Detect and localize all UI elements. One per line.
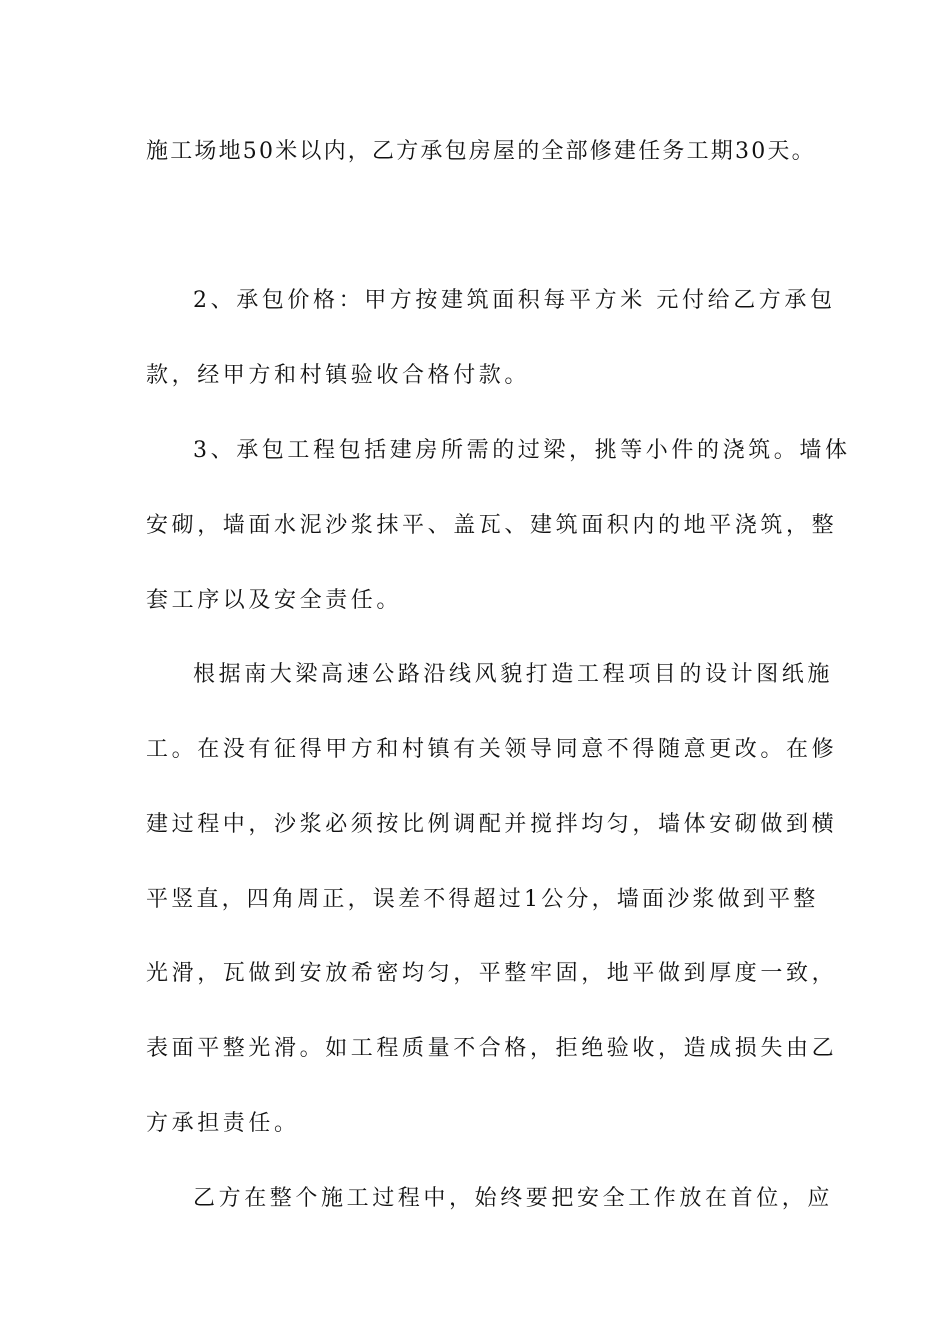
text-line-2: 2、承包价格：甲方按建筑面积每平方米 元付给乙方承包 [193, 288, 836, 313]
text-line-1: 施工场地50米以内，乙方承包房屋的全部修建任务工期30天。 [146, 139, 816, 164]
text-line-11: 光滑，瓦做到安放希密均匀，平整牢固，地平做到厚度一致， [146, 961, 838, 986]
text-line-6: 套工序以及安全责任。 [146, 588, 403, 613]
text-line-7: 根据南大梁高速公路沿线风貌打造工程项目的设计图纸施 [193, 662, 834, 687]
text-line-9: 建过程中，沙浆必须按比例调配并搅拌均匀，墙体安砌做到横 [146, 812, 838, 837]
text-line-8: 工。在没有征得甲方和村镇有关领导同意不得随意更改。在修 [146, 737, 838, 762]
text-line-3: 款，经甲方和村镇验收合格付款。 [146, 363, 531, 388]
text-line-14: 乙方在整个施工过程中，始终要把安全工作放在首位，应 [193, 1186, 834, 1211]
text-line-13: 方承担责任。 [146, 1111, 300, 1136]
text-line-12: 表面平整光滑。如工程质量不合格，拒绝验收，造成损失由乙 [146, 1036, 838, 1061]
text-line-10: 平竖直，四角周正，误差不得超过1公分，墙面沙浆做到平整 [146, 887, 819, 912]
text-line-5: 安砌，墙面水泥沙浆抹平、盖瓦、建筑面积内的地平浇筑，整 [146, 513, 838, 538]
text-line-4: 3、承包工程包括建房所需的过梁，挑等小件的浇筑。墙体 [193, 438, 851, 463]
